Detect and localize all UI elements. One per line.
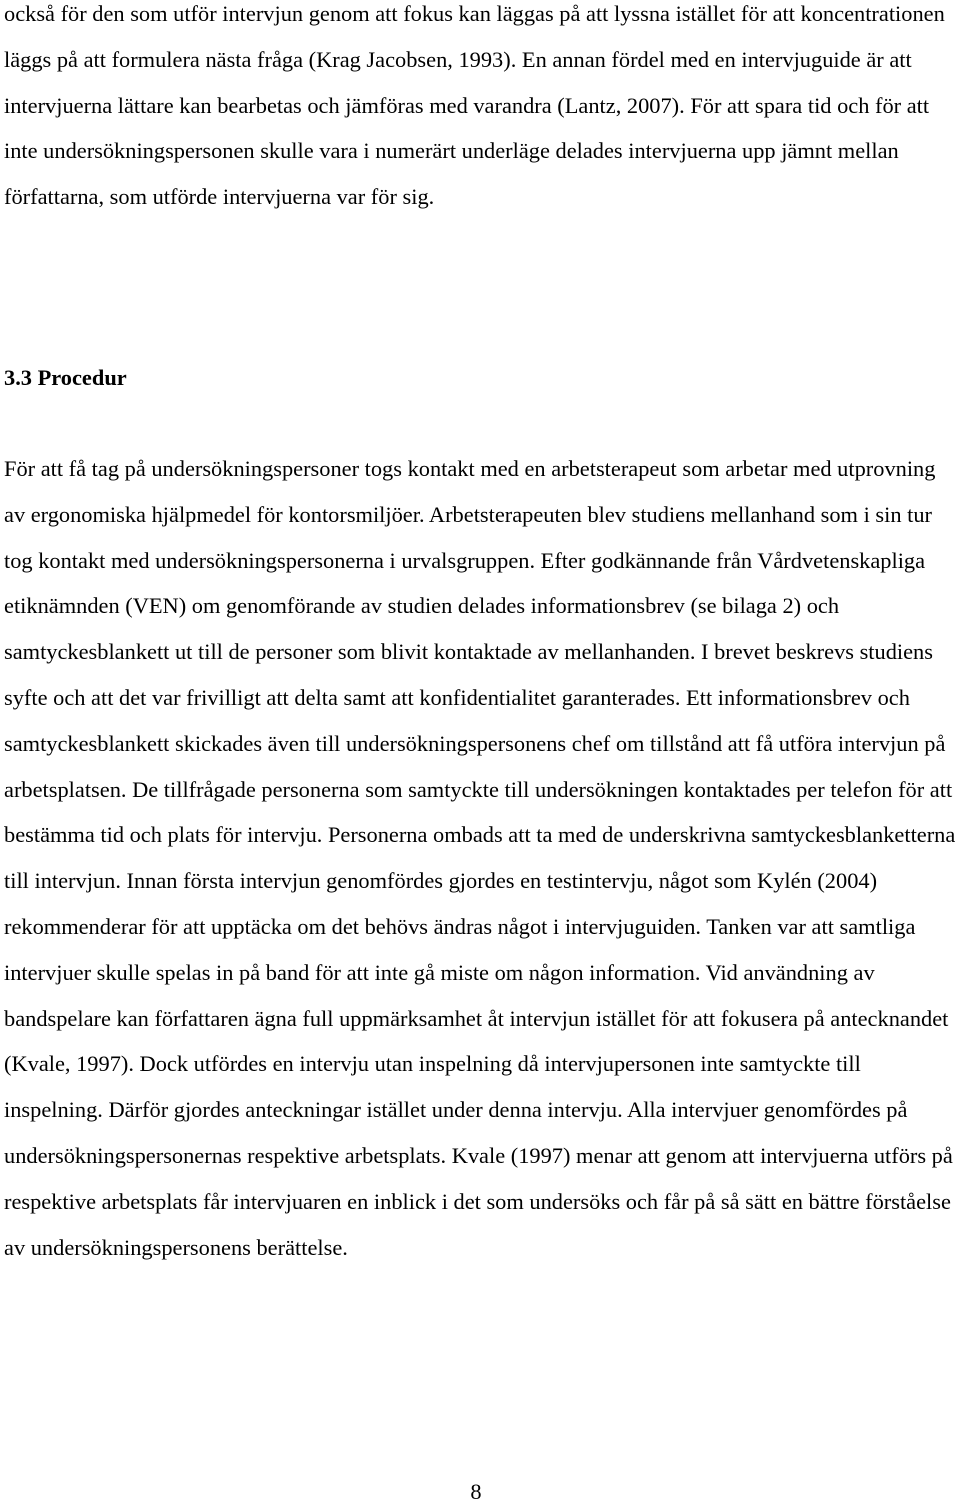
section-heading: 3.3 Procedur [4, 365, 127, 390]
body-paragraph-1: också för den som utför intervjun genom att fokus kan läggas på att lyssna istället för att koncentrationen läggs på att formulera nästa fråga (Krag Jacobsen, 1993). En annan fördel med en intervjuguide är att intervjuerna lättare kan bearbetas och jämföras med varandra (Lantz, 2007). För att spara tid och för att inte undersökningspersonen skulle vara i numerärt underläge delades intervjuerna upp jämnt mellan författarna, som utförde intervjuerna var för sig. [4, 1, 945, 210]
body-paragraph-2: För att få tag på undersökningspersoner togs kontakt med en arbetsterapeut som arbetar med utprovning av ergonomiska hjälpmedel för kontorsmiljöer. Arbetsterapeuten blev studiens mellanhand som i sin tur tog kontakt med undersökningspersonerna i urvalsgruppen. Efter godkännande från Vårdvetenskapliga etiknämnden (VEN) om genomförande av studien delades informationsbrev (se bilaga 2) och samtyckesblankett ut till de personer som blivit kontaktade av mellanhanden. I brevet beskrevs studiens syfte och att det var frivilligt att delta samt att konfidentialitet garanterades. Ett informationsbrev och samtyckesblankett skickades även till undersökningspersonens chef om tillstånd att få utföra intervjun på arbetsplatsen. De tillfrågade personerna som samtyckte till undersökningen kontaktades per telefon för att bestämma tid och plats för intervju. Personerna ombads att ta med de underskrivna samtyckesblanketterna till intervjun. Innan första intervjun genomfördes gjordes en testintervju, något som Kylén (2004) rekommenderar för att upptäcka om det behövs ändras något i intervjuguiden. Tanken var att samtliga intervjuer skulle spelas in på band för att inte gå miste om någon information. Vid användning av bandspelare kan författaren ägna full uppmärksamhet åt intervjun istället för att fokusera på antecknandet (Kvale, 1997). Dock utfördes en intervju utan inspelning då intervjupersonen inte samtyckte till inspelning. Därför gjordes anteckningar istället under denna intervju. Alla intervjuer genomfördes på undersökningspersonernas respektive arbetsplats. Kvale (1997) menar att genom att intervjuerna utförs på respektive arbetsplats får intervjuaren en inblick i det som undersöks och får på så sätt en bättre förståelse av undersökningspersonens berättelse. [4, 456, 956, 1260]
document-page [4, 0, 956, 1505]
page-number: 8 [470, 1479, 482, 1504]
